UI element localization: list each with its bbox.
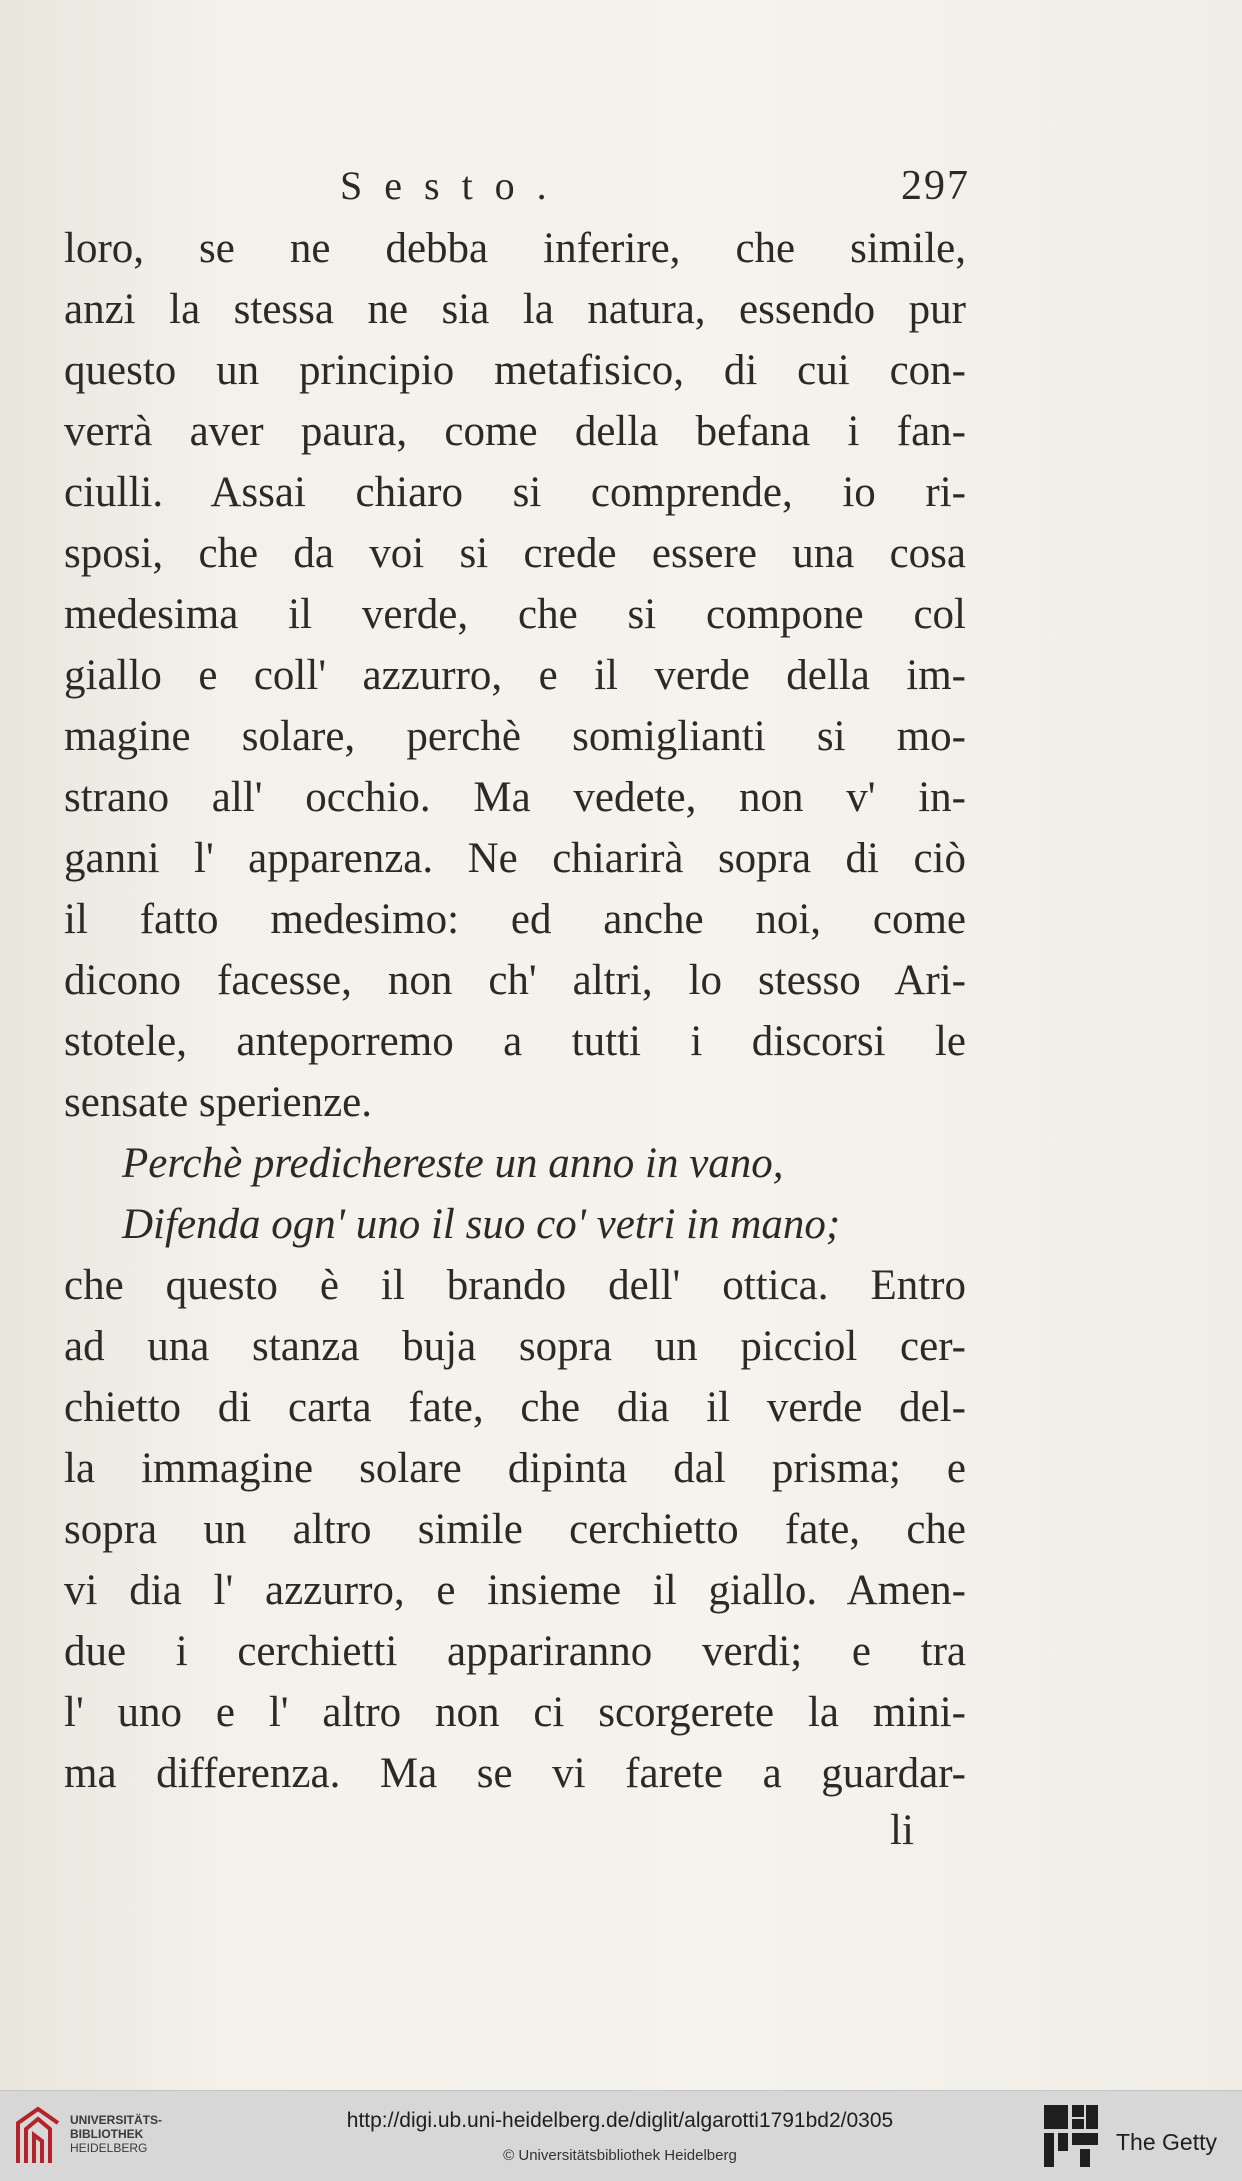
source-url-link[interactable]: http://digi.ub.uni-heidelberg.de/diglit/algarotti1791bd2/0305 [346,2109,894,2132]
text-line: magine solare, perchè somiglianti si mo- [64,713,966,760]
text-line: vi dia l' azzurro, e insieme il giallo. Amen- [64,1567,966,1614]
page-number: 297 [901,163,970,209]
text-line: strano all' occhio. Ma vedete, non v' in- [64,774,966,821]
text-line: medesima il verde, che si compone col [64,591,966,638]
text-line: sopra un altro simile cerchietto fate, che [64,1506,966,1553]
running-title: Sesto. [340,163,569,208]
text-line: ad una stanza buja sopra un picciol cer- [64,1323,966,1370]
text-line: che questo è il brando dell' ottica. Entro [64,1262,966,1309]
library-name: UNIVERSITÄTS- BIBLIOTHEK HEIDELBERG [70,2113,163,2155]
text-line: anzi la stessa ne sia la natura, essendo pur [64,286,966,333]
text-line: chietto di carta fate, che dia il verde del- [64,1384,966,1431]
university-library-logo-icon [12,2103,64,2169]
text-line: stotele, anteporremo a tutti i discorsi le [64,1018,966,1065]
text-line: il fatto medesimo: ed anche noi, come [64,896,966,943]
copyright-notice: © Universitätsbibliothek Heidelberg [503,2147,737,2164]
verse-line: Difenda ogn' uno il suo co' vetri in mano; [122,1201,841,1248]
text-line: due i cerchietti appariranno verdi; e tra [64,1628,966,1675]
text-line: ciulli. Assai chiaro si comprende, io ri- [64,469,966,516]
body-text [64,218,966,1804]
text-line: verrà aver paura, come della befana i fan- [64,408,966,455]
getty-logo-icon [1044,2105,1098,2167]
text-line: ma differenza. Ma se vi farete a guardar- [64,1750,966,1797]
text-line: dicono facesse, non ch' altri, lo stesso Ari- [64,957,966,1004]
text-line: ganni l' apparenza. Ne chiarirà sopra di ciò [64,835,966,882]
text-line: sensate sperienze. [64,1079,373,1126]
text-line: l' uno e l' altro non ci scorgerete la mini- [64,1689,966,1736]
viewer-footer [0,2090,1242,2181]
text-line: giallo e coll' azzurro, e il verde della im- [64,652,966,699]
partner-name: The Getty [1116,2129,1217,2155]
text-line: la immagine solare dipinta dal prisma; e [64,1445,966,1492]
catchword: li [890,1807,914,1854]
text-line: sposi, che da voi si crede essere una cosa [64,530,966,577]
text-line: questo un principio metafisico, di cui con- [64,347,966,394]
verse-line: Perchè predichereste un anno in vano, [122,1140,784,1187]
text-line: loro, se ne debba inferire, che simile, [64,225,966,272]
running-head [60,160,970,212]
